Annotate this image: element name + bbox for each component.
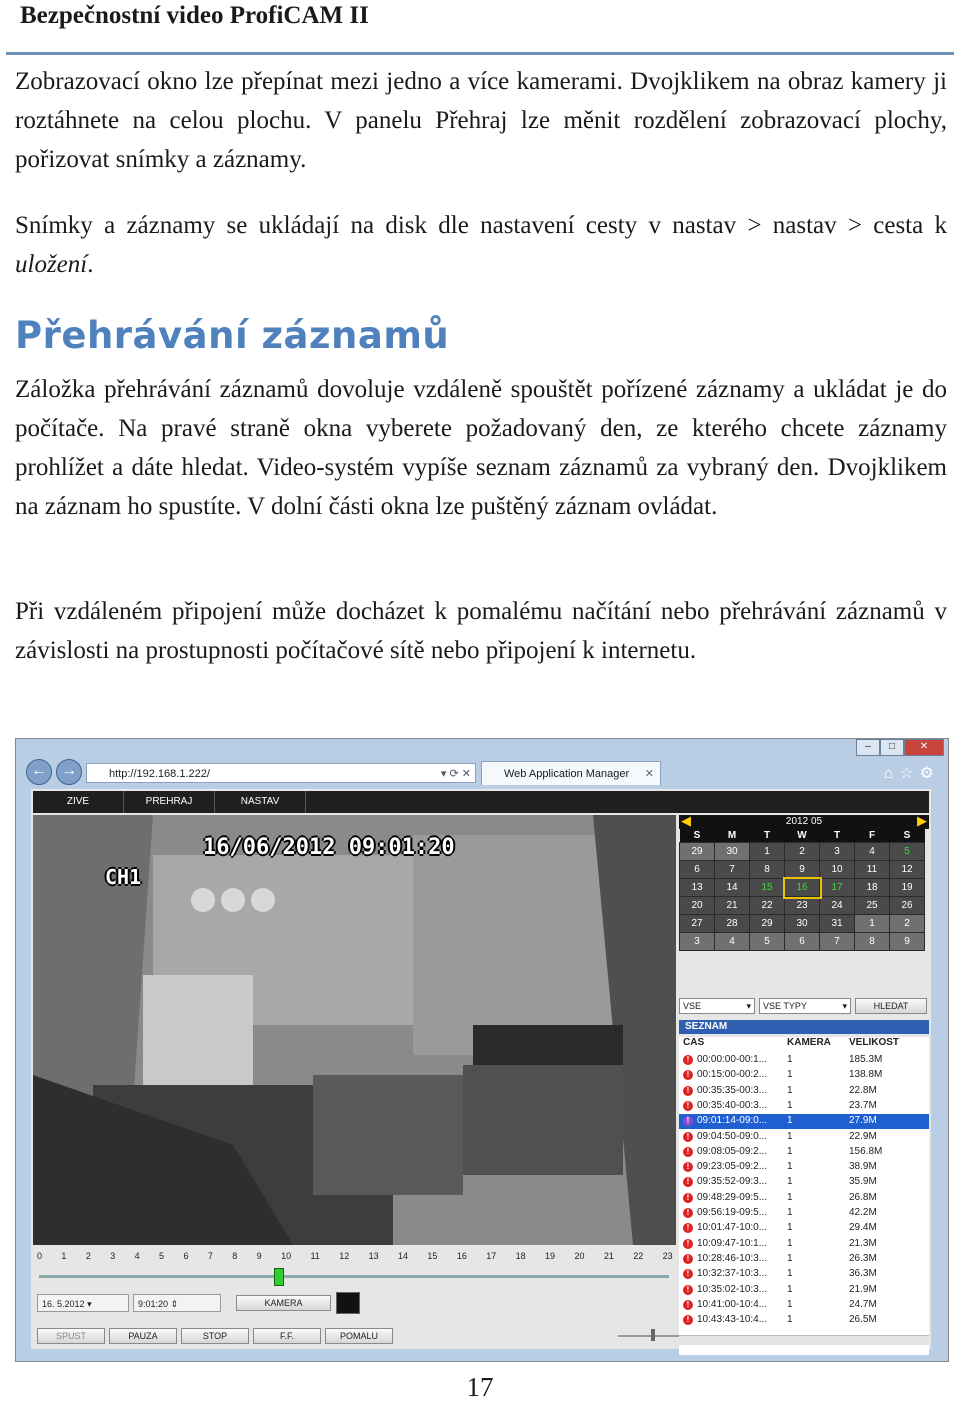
- table-cell: 10:35:02-10:3...: [697, 1283, 768, 1295]
- paragraph-remote-connection: Při vzdáleném připojení může docházet k pomalému načítání nebo přehrávání záznamů v závislosti na prostupnosti počítačové sítě nebo připojení k internetu.: [15, 598, 947, 664]
- timeline-tick: 21: [603, 1251, 614, 1261]
- alert-icon: !: [683, 1239, 693, 1249]
- timeline-tick: 13: [368, 1251, 379, 1261]
- table-cell: 36.3M: [849, 1268, 877, 1280]
- table-cell: 21.3M: [849, 1237, 877, 1249]
- playback-timeline[interactable]: [33, 1249, 676, 1293]
- table-cell: 1: [787, 1161, 793, 1173]
- table-row[interactable]: [679, 1053, 929, 1068]
- video-timestamp: 16/06/2012 09:01:20: [203, 835, 455, 860]
- table-cell: 10:28:46-10:3...: [697, 1252, 768, 1264]
- table-cell: 00:15:00-00:2...: [697, 1069, 768, 1081]
- table-cell: 09:04:50-09:0...: [697, 1130, 768, 1142]
- table-cell: 29.4M: [849, 1222, 877, 1234]
- table-row[interactable]: [679, 1114, 929, 1129]
- timeline-tick: 14: [398, 1251, 409, 1261]
- menu-nastav[interactable]: NASTAV: [215, 791, 306, 813]
- table-cell: 23.7M: [849, 1099, 877, 1111]
- table-cell: 1: [787, 1237, 793, 1249]
- table-cell: 1: [787, 1283, 793, 1295]
- timeline-tick: 20: [574, 1251, 585, 1261]
- calendar-day[interactable]: 13: [680, 879, 715, 897]
- app-content: [31, 789, 931, 1349]
- calendar-day[interactable]: 29: [680, 843, 715, 861]
- table-cell: 1: [787, 1084, 793, 1096]
- calendar-day[interactable]: 26: [890, 897, 925, 915]
- page-header-title: Bezpečnostní video ProfiCAM II: [20, 2, 369, 29]
- alert-icon: !: [683, 1162, 693, 1172]
- calendar-day[interactable]: 27: [680, 915, 715, 933]
- camera-video[interactable]: [33, 815, 676, 1245]
- table-cell: 00:35:40-00:3...: [697, 1099, 768, 1111]
- table-cell: 1: [787, 1145, 793, 1157]
- timeline-handle[interactable]: [274, 1268, 284, 1286]
- table-row[interactable]: [679, 1298, 929, 1313]
- browser-toolbar-icons: [884, 763, 940, 783]
- timeline-tick: 9: [256, 1251, 262, 1261]
- type-select-value: VSE TYPY: [763, 1001, 807, 1011]
- timeline-tick: 0: [37, 1251, 43, 1261]
- table-cell: 1: [787, 1314, 793, 1326]
- table-cell: 10:09:47-10:1...: [697, 1237, 768, 1249]
- list-scrollbar[interactable]: [679, 1335, 929, 1345]
- weekday: S: [890, 829, 925, 843]
- alert-icon: !: [683, 1193, 693, 1203]
- table-cell: 24.7M: [849, 1298, 877, 1310]
- timeline-tick: 3: [110, 1251, 116, 1261]
- maximize-icon[interactable]: □: [880, 739, 904, 756]
- table-cell: 26.5M: [849, 1314, 877, 1326]
- paragraph-playback: Záložka přehrávání záznamů dovoluje vzdáleně spouštět pořízené záznamy a ukládat je do počítače. Na pravé straně okna vyberete požadovaný den, ze kterého chcete záznamy prohlížet a dáte hledat. Video-systém vypíše seznam záznamů za vybraný den. Dvojklikem na záznam ho spustíte. V dolní části okna lze puštěný záznam ovládat.: [15, 376, 947, 520]
- table-cell: 22.8M: [849, 1084, 877, 1096]
- calendar-day[interactable]: 19: [890, 879, 925, 897]
- prev-month-icon[interactable]: ◀: [681, 813, 691, 828]
- table-row[interactable]: [679, 1237, 929, 1252]
- pause-button[interactable]: PAUZA: [109, 1328, 177, 1344]
- calendar-day[interactable]: 2: [785, 843, 820, 861]
- timeline-tick: 19: [545, 1251, 556, 1261]
- alert-icon: !: [683, 1315, 693, 1325]
- timeline-ticks: [37, 1251, 673, 1261]
- calendar-day[interactable]: 6: [680, 861, 715, 879]
- table-cell: 1: [787, 1207, 793, 1218]
- calendar-dropdown-icon: ▾: [87, 1299, 92, 1309]
- table-row[interactable]: [679, 1252, 929, 1267]
- table-cell: 42.2M: [849, 1207, 877, 1218]
- calendar-day[interactable]: 23: [785, 897, 820, 915]
- table-cell: 1: [787, 1252, 793, 1264]
- calendar-day[interactable]: 12: [890, 861, 925, 879]
- alert-icon: !: [683, 1300, 693, 1310]
- table-cell: 27.9M: [849, 1115, 877, 1127]
- table-cell: 22.9M: [849, 1130, 877, 1142]
- calendar-day[interactable]: 4: [715, 933, 750, 951]
- table-cell: 1: [787, 1115, 793, 1127]
- timeline-tick: 12: [339, 1251, 350, 1261]
- table-cell: 21.9M: [849, 1283, 877, 1295]
- date-value: 16. 5.2012: [42, 1299, 85, 1309]
- timeline-tick: 11: [310, 1251, 320, 1261]
- address-controls-icon[interactable]: ▾ ⟳ ✕: [440, 768, 471, 780]
- calendar-day[interactable]: 30: [785, 915, 820, 933]
- storage-path-text: Snímky a záznamy se ukládají na disk dle nastavení cesty v nastav > nastav > cesta k: [15, 212, 947, 239]
- calendar-day[interactable]: 10: [820, 861, 855, 879]
- calendar-day[interactable]: 11: [855, 861, 890, 879]
- table-cell: 185.3M: [849, 1054, 883, 1065]
- back-icon[interactable]: ←: [26, 759, 52, 785]
- calendar-day[interactable]: 15: [750, 879, 785, 897]
- calendar-day[interactable]: 3: [680, 933, 715, 951]
- menu-prehraj[interactable]: PREHRAJ: [124, 791, 215, 813]
- weekday: T: [750, 829, 785, 843]
- column-header: KAMERA: [787, 1037, 831, 1048]
- calendar-day[interactable]: 7: [715, 861, 750, 879]
- timeline-tick: 1: [61, 1251, 67, 1261]
- calendar-day[interactable]: 1: [855, 915, 890, 933]
- calendar-day[interactable]: 29: [750, 915, 785, 933]
- table-row[interactable]: [679, 1130, 929, 1145]
- timeline-tick: 16: [456, 1251, 467, 1261]
- record-list: [679, 1037, 929, 1355]
- table-row[interactable]: [679, 1206, 929, 1221]
- alert-icon: !: [683, 1147, 693, 1157]
- column-header: CAS: [683, 1037, 705, 1048]
- alert-icon: !: [683, 1269, 693, 1279]
- play-button[interactable]: SPUST: [37, 1328, 105, 1344]
- alert-icon: !: [683, 1070, 693, 1080]
- calendar-day[interactable]: 31: [820, 915, 855, 933]
- weekday: T: [820, 829, 855, 843]
- storage-path-end: .: [87, 251, 94, 278]
- table-cell: 1: [787, 1130, 793, 1142]
- paragraph-display-window: Zobrazovací okno lze přepínat mezi jedno a více kamerami. Dvojklikem na obraz kamery ji roztáhnete na celou plochu. V panelu Přehraj lze měnit rozdělení zobrazovací plochy, pořizovat snímky a záznamy.: [15, 68, 947, 173]
- search-button[interactable]: HLEDAT: [855, 998, 927, 1014]
- minimize-icon[interactable]: –: [856, 739, 880, 756]
- table-cell: 1: [787, 1222, 793, 1234]
- table-row[interactable]: [679, 1221, 929, 1236]
- app-menubar: [33, 791, 929, 813]
- calendar-day[interactable]: 7: [820, 933, 855, 951]
- menu-zive[interactable]: ZIVE: [33, 791, 124, 813]
- timeline-tick: 18: [515, 1251, 526, 1261]
- table-row[interactable]: [679, 1099, 929, 1114]
- calendar-header: [679, 815, 929, 829]
- calendar-day-selected[interactable]: 16: [785, 879, 820, 897]
- table-cell: 10:01:47-10:0...: [697, 1222, 768, 1234]
- calendar-day[interactable]: 30: [715, 843, 750, 861]
- dropdown-icon: ▾: [746, 1001, 751, 1011]
- table-cell: 35.9M: [849, 1176, 877, 1188]
- timeline-tick: 15: [427, 1251, 438, 1261]
- spinner-icon: ⇕: [170, 1299, 179, 1309]
- table-cell: 10:32:37-10:3...: [697, 1268, 768, 1280]
- table-cell: 1: [787, 1191, 793, 1203]
- column-header: VELIKOST: [849, 1037, 900, 1048]
- section-heading: Přehrávání záznamů: [15, 314, 450, 357]
- weekday: F: [855, 829, 890, 843]
- timeline-track[interactable]: [39, 1275, 669, 1278]
- weekday: M: [715, 829, 750, 843]
- table-cell: 26.8M: [849, 1191, 877, 1203]
- calendar-day[interactable]: 20: [680, 897, 715, 915]
- calendar-day[interactable]: 5: [750, 933, 785, 951]
- time-value: 9:01:20: [138, 1299, 169, 1309]
- table-cell: 1: [787, 1099, 793, 1111]
- video-channel-label: CH1: [105, 865, 142, 889]
- timeline-tick: 4: [134, 1251, 140, 1261]
- forward-icon[interactable]: →: [56, 759, 82, 785]
- address-bar[interactable]: [86, 763, 476, 783]
- table-cell: 1: [787, 1054, 793, 1065]
- dropdown-icon: ▾: [842, 1001, 847, 1011]
- alert-icon: !: [683, 1177, 693, 1187]
- home-icon[interactable]: ⌂: [883, 765, 900, 782]
- table-cell: 00:35:35-00:3...: [697, 1084, 768, 1096]
- timeline-tick: 23: [662, 1251, 673, 1261]
- table-row[interactable]: [679, 1084, 929, 1099]
- star-icon[interactable]: ☆: [899, 765, 920, 782]
- table-cell: 09:08:05-09:2...: [697, 1145, 768, 1157]
- table-cell: 1: [787, 1069, 793, 1081]
- paragraph-storage-path: [15, 206, 947, 284]
- page-number: 17: [466, 1372, 494, 1402]
- calendar-day[interactable]: 9: [890, 933, 925, 951]
- calendar-day[interactable]: 6: [785, 933, 820, 951]
- table-cell: 1: [787, 1298, 793, 1310]
- fullscreen-icon[interactable]: [336, 1292, 360, 1314]
- camera-select[interactable]: [679, 998, 755, 1014]
- table-row[interactable]: [679, 1283, 929, 1298]
- table-cell: 156.8M: [849, 1145, 883, 1157]
- calendar-day[interactable]: 9: [785, 861, 820, 879]
- timeline-tick: 22: [633, 1251, 644, 1261]
- calendar-day[interactable]: 18: [855, 879, 890, 897]
- alert-icon: !: [683, 1086, 693, 1096]
- table-cell: 138.8M: [849, 1069, 883, 1081]
- calendar-day[interactable]: 8: [855, 933, 890, 951]
- alert-icon: !: [683, 1116, 693, 1126]
- timeline-tick: 5: [159, 1251, 165, 1261]
- address-url: http://192.168.1.222/: [109, 768, 210, 780]
- volume-handle[interactable]: [651, 1329, 655, 1341]
- window-controls: [856, 739, 944, 756]
- table-cell: 1: [787, 1176, 793, 1188]
- calendar-day[interactable]: 24: [820, 897, 855, 915]
- table-row[interactable]: [679, 1313, 929, 1328]
- table-row[interactable]: [679, 1068, 929, 1083]
- next-month-icon[interactable]: ▶: [917, 813, 927, 828]
- calendar-day[interactable]: 4: [855, 843, 890, 861]
- calendar-day[interactable]: 25: [855, 897, 890, 915]
- weekday: S: [680, 829, 715, 843]
- camera-button[interactable]: KAMERA: [236, 1295, 331, 1311]
- tab-close-icon[interactable]: ✕: [644, 768, 654, 780]
- table-row[interactable]: [679, 1160, 929, 1175]
- timeline-tick: 2: [85, 1251, 91, 1261]
- table-cell: 09:01:14-09:0...: [697, 1115, 768, 1127]
- close-icon[interactable]: ✕: [904, 739, 944, 756]
- table-cell: 1: [787, 1268, 793, 1280]
- alert-icon: !: [683, 1132, 693, 1142]
- calendar-day[interactable]: 2: [890, 915, 925, 933]
- browser-tab[interactable]: [481, 761, 661, 785]
- table-cell: 10:43:43-10:4...: [697, 1314, 768, 1326]
- slow-button[interactable]: POMALU: [325, 1328, 393, 1344]
- timeline-tick: 6: [183, 1251, 189, 1261]
- calendar-day[interactable]: 14: [715, 879, 750, 897]
- camera-select-value: VSE: [683, 1001, 702, 1011]
- browser-screenshot: [15, 738, 949, 1362]
- calendar-day[interactable]: 21: [715, 897, 750, 915]
- time-stepper[interactable]: [133, 1294, 221, 1312]
- stop-button[interactable]: STOP: [181, 1328, 249, 1344]
- header-rule: [6, 52, 954, 55]
- calendar-day[interactable]: 8: [750, 861, 785, 879]
- table-row[interactable]: [679, 1267, 929, 1282]
- fast-forward-button[interactable]: F.F.: [253, 1328, 321, 1344]
- table-row[interactable]: [679, 1175, 929, 1190]
- table-cell: 38.9M: [849, 1161, 877, 1173]
- timeline-tick: 10: [281, 1251, 292, 1261]
- calendar-grid: [679, 829, 925, 951]
- table-cell: 09:23:05-09:2...: [697, 1161, 768, 1173]
- calendar-day[interactable]: 3: [820, 843, 855, 861]
- tab-title: Web Application Manager: [504, 768, 630, 780]
- table-cell: 26.3M: [849, 1252, 877, 1264]
- calendar-day[interactable]: 28: [715, 915, 750, 933]
- gear-icon[interactable]: ⚙: [919, 765, 940, 782]
- table-cell: 09:48:29-09:5...: [697, 1191, 768, 1203]
- calendar-day[interactable]: 5: [890, 843, 925, 861]
- calendar-day[interactable]: 1: [750, 843, 785, 861]
- alert-icon: !: [683, 1055, 693, 1065]
- alert-icon: !: [683, 1254, 693, 1264]
- table-row[interactable]: [679, 1145, 929, 1160]
- table-cell: 09:35:52-09:3...: [697, 1176, 768, 1188]
- timeline-tick: 17: [486, 1251, 497, 1261]
- table-cell: 09:56:19-09:5...: [697, 1207, 768, 1218]
- date-picker[interactable]: [37, 1294, 129, 1312]
- calendar-day[interactable]: 17: [820, 879, 855, 897]
- timeline-tick: 7: [207, 1251, 213, 1261]
- alert-icon: !: [683, 1223, 693, 1233]
- record-list-title: SEZNAM: [679, 1020, 929, 1034]
- calendar-month: 2012 05: [785, 816, 823, 827]
- weekday: W: [785, 829, 820, 843]
- table-row[interactable]: [679, 1191, 929, 1206]
- calendar-day[interactable]: 22: [750, 897, 785, 915]
- alert-icon: !: [683, 1101, 693, 1111]
- table-cell: 10:41:00-10:4...: [697, 1298, 768, 1310]
- storage-path-italic: uložení: [15, 251, 88, 278]
- alert-icon: !: [683, 1285, 693, 1295]
- type-select[interactable]: [759, 998, 851, 1014]
- table-cell: 00:00:00-00:1...: [697, 1054, 768, 1065]
- timeline-tick: 8: [232, 1251, 238, 1261]
- alert-icon: !: [683, 1208, 693, 1218]
